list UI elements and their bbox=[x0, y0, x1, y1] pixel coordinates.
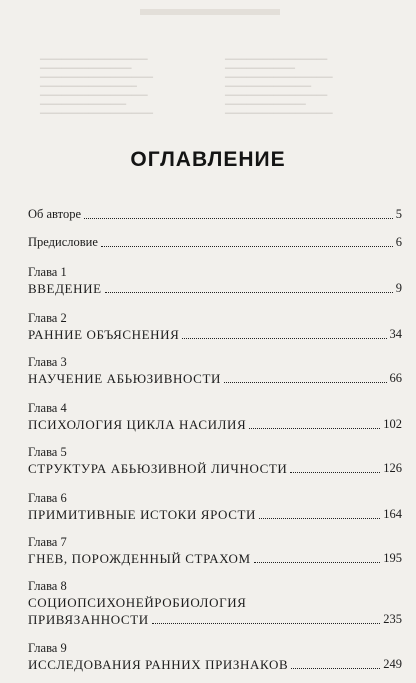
chapter-title: ПРИВЯЗАННОСТИ bbox=[28, 612, 149, 627]
page-number: 9 bbox=[395, 281, 402, 295]
page-number: 249 bbox=[383, 657, 402, 671]
chapter-title: ИССЛЕДОВАНИЯ РАННИХ ПРИЗНАКОВ bbox=[28, 657, 289, 672]
bleed-through-text: ▁▁▁▁▁▁▁▁▁▁▁▁▁▁▁▁▁▁▁ ▁▁▁▁▁▁▁▁▁▁▁▁▁ ▁▁▁▁▁▁▁▁▁▁▁▁▁▁▁▁▁▁▁▁ ▁▁▁▁▁▁▁▁▁▁▁▁▁▁▁▁ ▁▁▁▁▁▁▁▁▁▁▁▁▁▁▁▁▁▁▁ ▁▁▁▁▁▁▁▁▁▁▁▁▁▁▁ ▁▁▁▁▁▁▁▁▁▁▁▁▁▁▁▁▁▁▁▁ bbox=[225, 52, 333, 114]
toc-entry[interactable] bbox=[28, 354, 402, 387]
chapter-label: Глава 2 bbox=[28, 311, 67, 325]
chapter-title: ВВЕДЕНИЕ bbox=[28, 281, 102, 296]
toc-entry[interactable] bbox=[28, 206, 402, 223]
leader-dots bbox=[259, 517, 380, 519]
chapter-title: ГНЕВ, ПОРОЖДЕННЫЙ СТРАХОМ bbox=[28, 551, 251, 566]
chapter-label: Глава 1 bbox=[28, 265, 67, 279]
page-title: ОГЛАВЛЕНИЕ bbox=[130, 148, 286, 171]
bleed-through-header bbox=[140, 9, 280, 15]
page-number: 102 bbox=[383, 417, 402, 431]
toc-entry[interactable] bbox=[28, 490, 402, 523]
toc-entry[interactable] bbox=[28, 640, 402, 673]
chapter-label: Глава 9 bbox=[28, 641, 67, 655]
page-number: 126 bbox=[383, 461, 402, 475]
leader-dots bbox=[84, 217, 393, 219]
chapter-label: Глава 6 bbox=[28, 491, 67, 505]
chapter-label: Глава 5 bbox=[28, 445, 67, 459]
entry-title: Об авторе bbox=[28, 207, 81, 221]
toc-entry[interactable] bbox=[28, 534, 402, 567]
page-number: 195 bbox=[383, 551, 402, 565]
toc-entry[interactable] bbox=[28, 264, 402, 297]
page-number: 34 bbox=[389, 327, 402, 341]
toc-entry[interactable] bbox=[28, 234, 402, 251]
leader-dots bbox=[224, 381, 387, 383]
chapter-title: РАННИЕ ОБЪЯСНЕНИЯ bbox=[28, 327, 180, 342]
leader-dots bbox=[152, 622, 381, 624]
toc-entry[interactable] bbox=[28, 400, 402, 433]
entry-title: Предисловие bbox=[28, 235, 98, 249]
leader-dots bbox=[291, 667, 380, 669]
bleed-through-text: ▁▁▁▁▁▁▁▁▁▁▁▁▁▁▁▁▁▁▁▁ ▁▁▁▁▁▁▁▁▁▁▁▁▁▁▁▁▁ ▁▁▁▁▁▁▁▁▁▁▁▁▁▁▁▁▁▁▁▁▁ ▁▁▁▁▁▁▁▁▁▁▁▁▁▁▁▁▁▁ ▁▁▁▁▁▁▁▁▁▁▁▁▁▁▁▁▁▁▁▁ ▁▁▁▁▁▁▁▁▁▁▁▁▁▁▁▁ ▁▁▁▁▁▁▁▁▁▁▁▁▁▁▁▁▁▁▁▁▁ bbox=[40, 52, 154, 114]
chapter-title: ПРИМИТИВНЫЕ ИСТОКИ ЯРОСТИ bbox=[28, 507, 257, 522]
leader-dots bbox=[249, 427, 380, 429]
chapter-label: Глава 8 bbox=[28, 579, 67, 593]
toc-entry[interactable] bbox=[28, 578, 402, 628]
leader-dots bbox=[105, 291, 393, 293]
toc-entry[interactable] bbox=[28, 310, 402, 343]
chapter-title: ПСИХОЛОГИЯ ЦИКЛА НАСИЛИЯ bbox=[28, 417, 247, 432]
leader-dots bbox=[101, 245, 393, 247]
chapter-label: Глава 4 bbox=[28, 401, 67, 415]
toc-entry[interactable] bbox=[28, 444, 402, 477]
page-number: 6 bbox=[395, 235, 402, 249]
page-number: 66 bbox=[389, 371, 402, 385]
page-number: 235 bbox=[383, 612, 402, 626]
chapter-title: СТРУКТУРА АБЬЮЗИВНОЙ ЛИЧНОСТИ bbox=[28, 461, 288, 476]
chapter-title: НАУЧЕНИЕ АБЬЮЗИВНОСТИ bbox=[28, 371, 221, 386]
chapter-title-line1: СОЦИОПСИХОНЕЙРОБИОЛОГИЯ bbox=[28, 595, 247, 610]
page-number: 5 bbox=[395, 207, 402, 221]
leader-dots bbox=[254, 561, 381, 563]
page-number: 164 bbox=[383, 507, 402, 521]
leader-dots bbox=[290, 471, 380, 473]
chapter-label: Глава 7 bbox=[28, 535, 67, 549]
leader-dots bbox=[182, 337, 386, 339]
chapter-label: Глава 3 bbox=[28, 355, 67, 369]
